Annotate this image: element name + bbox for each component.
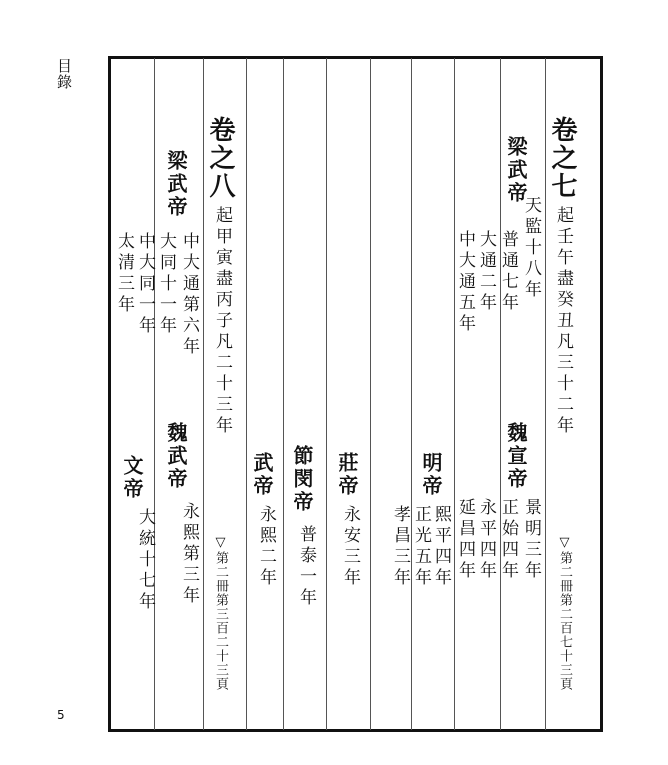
section-label: 目錄 [55, 58, 73, 90]
era-entry: 正光五年 [411, 505, 431, 589]
page-number: 5 [57, 708, 65, 722]
column-rule [545, 58, 546, 730]
era-entry: 中大同一年 [135, 232, 155, 337]
ming-ruler: 明帝 [419, 452, 443, 498]
era-entry: 中大通第六年 [179, 232, 199, 358]
era-entry: 熙平四年 [431, 505, 451, 589]
era-entry: 中大通五年 [455, 230, 475, 335]
column-rule [326, 58, 327, 730]
era-entry: 大同十一年 [156, 232, 176, 337]
liang-ruler-v7: 梁武帝 [504, 136, 528, 205]
wei-ruler-v8: 魏武帝 [164, 422, 188, 491]
zhuang-ruler: 莊帝 [335, 452, 359, 498]
era-entry: 大統十七年 [135, 508, 155, 613]
era-entry: 延昌四年 [455, 498, 475, 582]
liang-ruler-v8: 梁武帝 [164, 150, 188, 219]
era-entry: 景明三年 [521, 498, 541, 582]
volume7-title: 卷之七 [547, 116, 577, 200]
volume7-page-ref: ▽第二冊第二百七十三頁 [557, 535, 572, 691]
column-rule [370, 58, 371, 730]
column-rule [454, 58, 455, 730]
column-rule [246, 58, 247, 730]
column-rule [283, 58, 284, 730]
era-entry: 正始四年 [498, 498, 518, 582]
era-entry: 孝昌三年 [390, 505, 410, 589]
volume8-title: 卷之八 [205, 116, 235, 200]
volume8-page-ref: ▽第二冊第三百二十三頁 [213, 535, 228, 691]
column-rule [500, 58, 501, 730]
volume8-range: 起甲寅盡丙子凡二十三年 [212, 206, 232, 437]
column-rule [203, 58, 204, 730]
era-entry: 永安三年 [340, 505, 360, 589]
era-entry: 大通二年 [476, 230, 496, 314]
era-entry: 太清三年 [114, 232, 134, 316]
jiemin-ruler: 節閔帝 [290, 445, 314, 514]
era-entry: 普泰一年 [296, 525, 316, 609]
era-entry: 普通七年 [498, 230, 518, 314]
era-entry: 永平四年 [476, 498, 496, 582]
column-rule [411, 58, 412, 730]
column-rule [154, 58, 155, 730]
wu-ruler: 武帝 [250, 452, 274, 498]
volume7-range: 起壬午盡癸丑凡三十二年 [553, 206, 573, 437]
era-entry: 永熙二年 [256, 505, 276, 589]
wen-ruler: 文帝 [120, 455, 144, 501]
era-entry: 天監十八年 [521, 196, 541, 301]
era-entry: 永熙第三年 [179, 502, 199, 607]
wei-ruler-v7: 魏宣帝 [504, 422, 528, 491]
